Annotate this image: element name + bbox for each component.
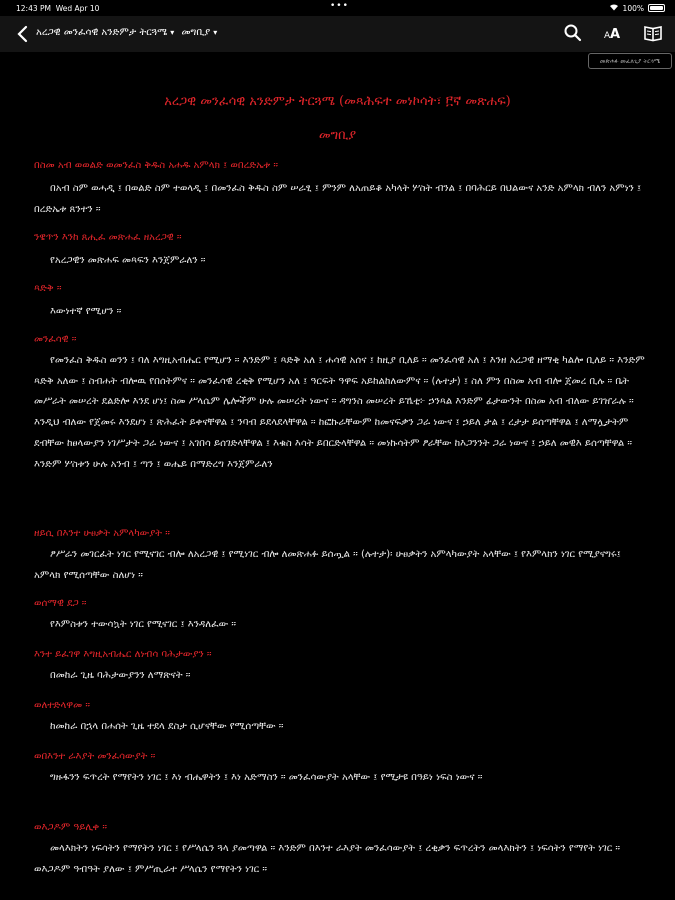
section-heading: ወበእንተ ራእያት መንፈሳውያት ። bbox=[34, 751, 156, 762]
section-text: እውነተኛ የሚሆን ። bbox=[50, 306, 122, 317]
section-text: ግዙፋንን ፍጥረት የማየትን ነገር ፤ እነ ብሔዋትን ፤ እነ አድማስን ። መንፈሳውያት አላቸው ፤ የሚታዩ በዓይነ ነፍስ ነውና ። bbox=[50, 772, 483, 783]
font-size-icon[interactable] bbox=[603, 23, 623, 43]
section-10 bbox=[34, 822, 649, 880]
section-heading: ጻድቅ ። bbox=[34, 283, 62, 294]
battery-percent: 100% bbox=[622, 3, 644, 13]
svg-text:A: A bbox=[610, 27, 621, 42]
battery-icon bbox=[648, 4, 665, 12]
search-icon[interactable] bbox=[563, 23, 583, 43]
multitasking-dots[interactable]: ••• bbox=[330, 1, 349, 11]
section-heading: ዘይሲ በእንተ ሁፀቃት አምላካውያት ። bbox=[34, 528, 170, 539]
section-9 bbox=[34, 751, 649, 789]
chevron-down-icon: ▾ bbox=[170, 28, 175, 37]
back-chevron-icon[interactable] bbox=[14, 24, 32, 44]
section-4 bbox=[34, 334, 649, 475]
section-heading: እንተ ይፈገዋ እግዚአብሔር ለነብሳ ባሕታውያን ። bbox=[34, 649, 212, 660]
navigation-bar bbox=[0, 16, 675, 52]
section-heading: በስመ አብ ወወልድ ወመንፈስ ቅዱስ አሐዱ አምላክ ፤ ወበረድኤቱ ። bbox=[34, 160, 279, 171]
chapter-title: መግቢያ bbox=[318, 128, 357, 143]
svg-text:A: A bbox=[604, 31, 611, 41]
section-3 bbox=[34, 283, 649, 323]
search-hint-box[interactable]: መጽሐፉ መፈለጊያ ትርጓሜ bbox=[588, 53, 672, 69]
section-heading: ንዌጥን እንከ ጸሒፈ መጽሐፈ ዘአረጋዊ ። bbox=[34, 232, 182, 243]
section-7 bbox=[34, 649, 649, 687]
section-8 bbox=[34, 700, 649, 738]
section-text: መላእክትን ነፍሳትን የማየትን ነገር ፤ የሥላሴን ጓላ ያመጣዋል ። እንድም በእንተ ራእያት መንፈሳውያት ፤ ረቂቃን ፍጥረትን መላእክትን ፤ ነፍሳትን የማየት ነገር ። ወእጋዶም ዓብዓት ያለው ፤ ምሥጢራተ ሥላሴን የማየትን ነገር ። bbox=[34, 843, 621, 875]
section-1 bbox=[34, 160, 649, 220]
section-2 bbox=[34, 232, 649, 272]
section-text: በአብ ስም ወሓዲ ፤ በወልድ ስም ተወላዲ ፤ በመንፈስ ቅዱስ ስም ሠራፂ ፤ ምንም ለአጠይቆ አካላት ሦስት ብንል ፤ በባሕርይ በህልውና አንድ አምላክ ብለን አምነን ፤ በረድኤቱ ጸንተን ። bbox=[34, 183, 642, 215]
status-time-date: 12:43 PM Wed Apr 10 bbox=[16, 4, 100, 13]
status-bar bbox=[0, 0, 675, 16]
section-text: በመከራ ጊዜ ባሕታውያንን ለማጽናት ። bbox=[50, 670, 191, 681]
section-heading: ወሰማዊ ደጋ ። bbox=[34, 598, 87, 609]
book-title-menu[interactable]: አረጋዊ መንፈሳዊ አንድምታ ትርጓሜ bbox=[36, 27, 168, 38]
section-text: የመንፈስ ቅዱስ ወንን ፤ ባለ እግዚአብሔር የሚሆን ። እንድም ፤ ጻድቅ አለ ፤ ሐሳዊ አሰና ፤ ከዚያ ቢለይ ። መንፈሳዊ አለ ፤ እንዘ አረጋዊ ዘማቂ ካልሎ ቢለይ ። እንድም ጻድቅ አለው ፤ ስብሐት ብሎዉ የበሰትምና ። መንፈሳዊ ረቂቅ የሚሆን አለ ፤ ዓርፍት ዓዋፍ አይከልከለውምና ። (ሉተታ) ፤ ስለ ምን በስመ አብ ብሎ ጀመረ ቢሉ ። ቤት መሥራት መሠረት ደልድሎ እንደ ሆነ፤ ስመ ሥላሴም ሌሎችም ሁሉ መሠረት ነውና ። ዳግንስ መሠረት ይኼቲ፦ ኃንጻል እንድም ፊታውንት በስመ አብ ብለው ይገዠራሉ ። እንዲህ ብለው የጀመሩ እንደሆነ ፤ ጽሕፈት ይቀናቸዋል ፤ ንባብ ይደላደላቸዋል ። ከፎኩራቸውም ከመናፍቃን ጋራ ነውና ፤ ኃይለ ታል ፤ ረታታ ይሰጣቸዋል ፤ ለማሏታትም ደብቸው ከፀላውያን ነገሥታት ጋራ ነውና ፤ አገበሳ ይሰገድላቸዋል ፤ እቁስ እሳት ይበርድላቸዋል ። መነኩሳትም ፆራቸው ከእጋንንት ጋራ ነውና ፤ ኃይለ መዊእ ይሰጣቸዋል ። እንድም ሦስቱን ሁሉ አንብ ፤ ጣን ፤ ወሔይ በማድረግ እንጀምራለን bbox=[34, 355, 645, 470]
section-text: የእምስቱን ተውሳኳት ነገር የሚናገር ፤ እንዳለፈው ። bbox=[50, 619, 237, 630]
section-text: ከመከራ በኋላ በሐሰት ጊዜ ተደላ ደስታ ሲሆናቸው የሚሰጣቸው ። bbox=[50, 721, 284, 732]
chevron-down-icon: ▾ bbox=[213, 28, 218, 37]
section-6 bbox=[34, 598, 649, 636]
wifi-icon bbox=[609, 3, 619, 13]
book-title: አረጋዊ መንፈሳዊ አንድምታ ትርጓሜ (መጻሕፍተ መነኮሳት፣ ፫ኛ መጽሐፍ) bbox=[164, 94, 511, 109]
section-text: የአረጋዊን መጽሐፍ መጻፍን እንጀምራለን ። bbox=[50, 255, 206, 266]
section-5 bbox=[34, 528, 649, 586]
section-heading: መንፈሳዊ ። bbox=[34, 334, 77, 345]
section-heading: ወእጋዶም ዓይሊቀ ። bbox=[34, 822, 108, 833]
book-icon[interactable] bbox=[643, 23, 663, 43]
section-menu[interactable]: መግቢያ bbox=[181, 27, 211, 38]
section-text: ፆሥራን መገርፈት ነገር የሚናገር ብሎ ለአረጋዊ ፤ የሚነገር ብሎ ለመጽሐፉ ይሰጧል ። (ሉተታ)፡ ሁፀቃትን አምላካውያት አላቸው ፤ የእምላክን ነገር የሚያናግሩ፤ አምላክ የሚሰጣቸው ስለሆነ ። bbox=[34, 549, 621, 581]
section-heading: ወለተድላዋመ ። bbox=[34, 700, 91, 711]
nav-breadcrumb[interactable] bbox=[36, 27, 221, 38]
